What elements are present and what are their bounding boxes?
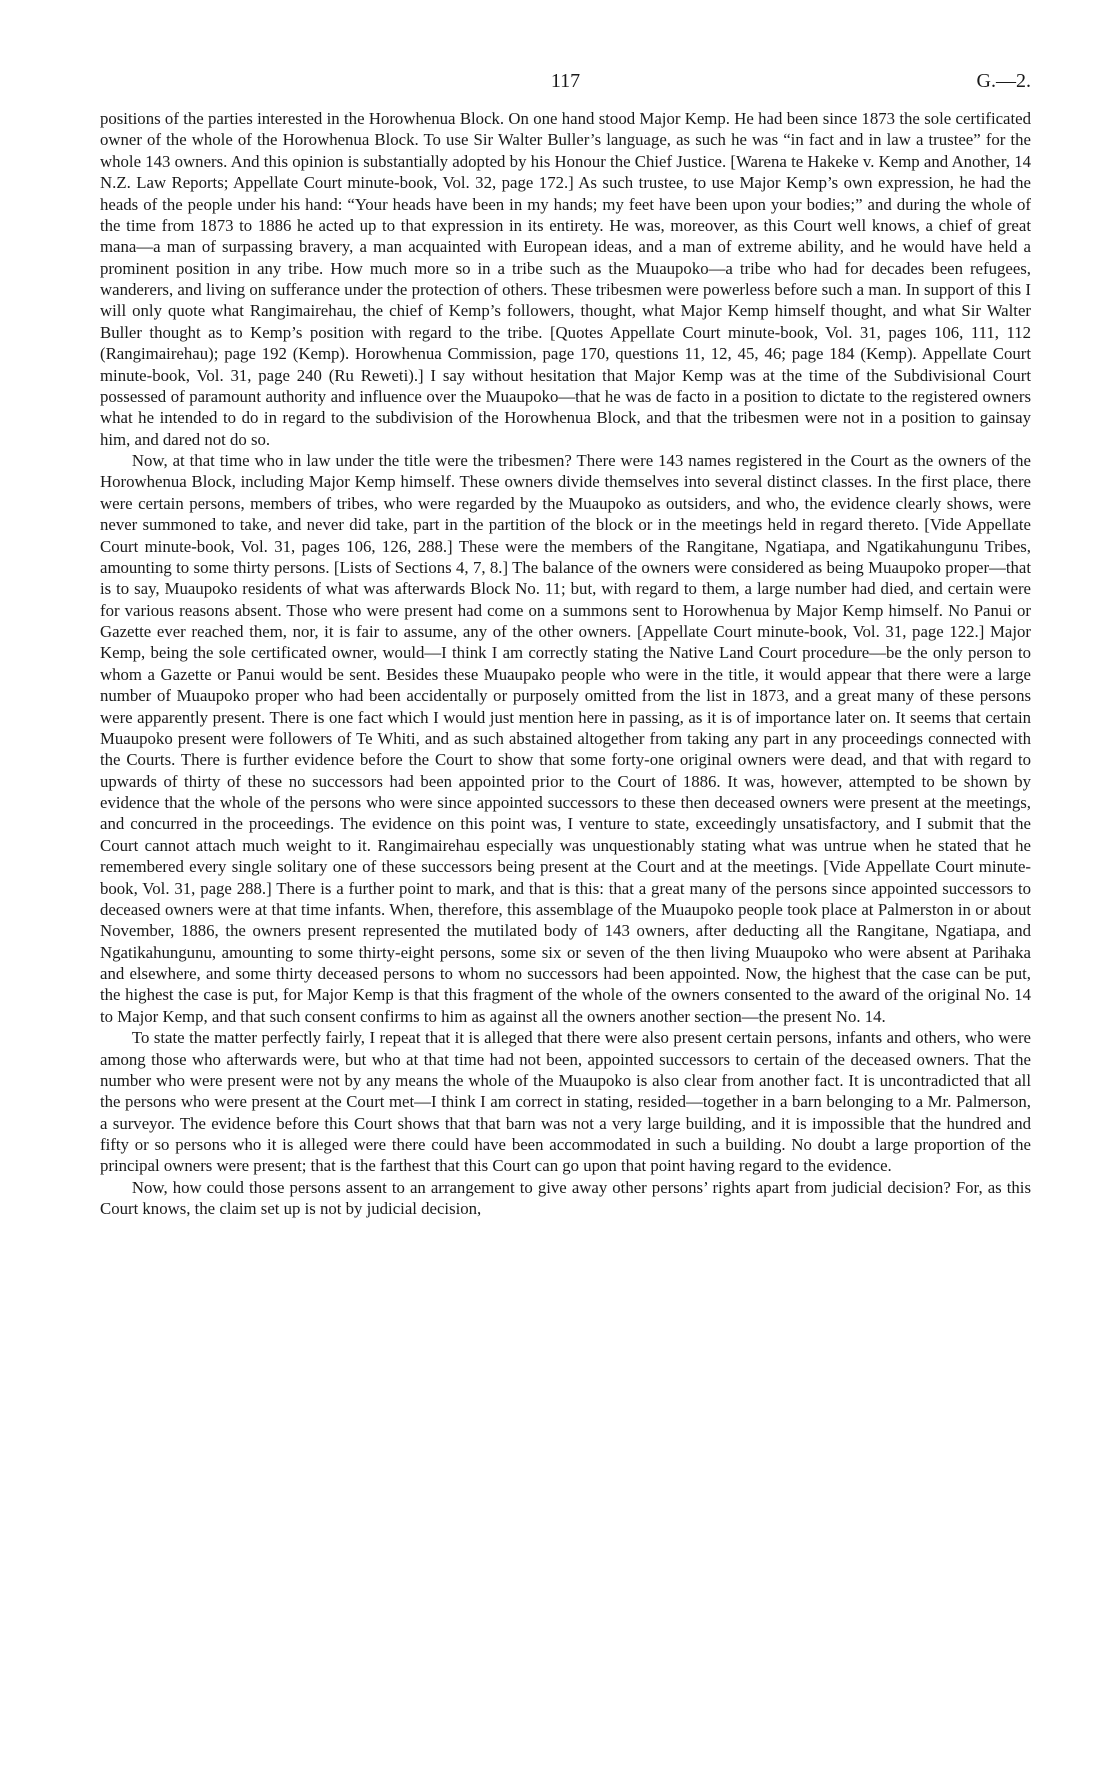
paragraph: Now, at that time who in law under the title were the tribesmen? There were 143 names registered in the Court as the owners of the Horowhenua Block, including Major Kemp himself. These owners divide themselves into several distinct classes. In the first place, there were certain persons, members of tribes, who were regarded by the Muaupoko as outsiders, and who, the evidence clearly shows, were never summoned to take, and never did take, part in the partition of the block or in the meetings held in regard thereto. [Vide Appellate Court minute-book, Vol. 31, pages 106, 126, 288.] These were the members of the Rangitane, Ngatiapa, and Ngatikahungunu Tribes, amounting to some thirty persons. [Lists of Sections 4, 7, 8.] The balance of the owners were considered as being Muaupoko proper—that is to say, Muaupoko residents of what was afterwards Block No. 11; but, with regard to them, a large number had died, and certain were for various reasons absent. Those who were present had come on a summons sent to Horowhenua by Major Kemp himself. No Panui or Gazette ever reached them, nor, it is fair to assume, any of the other owners. [Appellate Court minute-book, Vol. 31, page 122.] Major Kemp, being the sole certificated owner, would—I think I am correctly stating the Native Land Court procedure—be the only person to whom a Gazette or Panui would be sent. Besides these Muaupako people who were in the title, it would appear that there were a large number of Muaupoko proper who had been accidentally or purposely omitted from the list in 1873, and a great many of these persons were apparently present. There is one fact which I would just mention here in passing, as it is of importance later on. It seems that certain Muaupoko present were followers of Te Whiti, and as such abstained altogether from taking any part in any proceedings connected with the Courts. There is further evidence before the Court to show that some forty-one original owners were dead, and that with regard to upwards of thirty of these no successors had been appointed prior to the Court of 1886. It was, however, attempted to be shown by evidence that the whole of the persons who were since appointed successors to these then deceased owners were present at the meetings, and concurred in the proceedings. The evidence on this point was, I venture to state, exceedingly unsatisfactory, and I submit that the Court cannot attach much weight to it. Rangimairehau especially was unquestionably stating what was untrue when he stated that he remembered every single solitary one of these successors being present at the Court and at the meetings. [Vide Appellate Court minute-book, Vol. 31, page 288.] There is a further point to mark, and that is this: that a great many of the persons since appointed successors to deceased owners were at that time infants. When, therefore, this assemblage of the Muaupoko people took place at Palmerston in or about November, 1886, the owners present represented the mutilated body of 143 owners, after deducting all the Rangitane, Ngatiapa, and Ngatikahungunu, amounting to some thirty-eight persons, some six or seven of the then living Muaupoko who were absent at Parihaka and elsewhere, and some thirty deceased persons to whom no successors had been appointed. Now, the highest that the case can be put, the highest the case is put, for Major Kemp is that this fragment of the whole of the owners consented to the award of the original No. 14 to Major Kemp, and that such consent confirms to him as against all the owners another section—the present No. 14. <box>100 451 1031 1026</box>
paragraph: positions of the parties interested in the Horowhenua Block. On one hand stood Major Kemp. He had been since 1873 the sole certificated owner of the whole of the Horowhenua Block. To use Sir Walter Buller’s language, as such he was “in fact and in law a trustee” for the whole 143 owners. And this opinion is substantially adopted by his Honour the Chief Justice. [Warena te Hakeke v. Kemp and Another, 14 N.Z. Law Reports; Appellate Court minute-book, Vol. 32, page 172.] As such trustee, to use Major Kemp’s own expression, he had the heads of the people under his hand: “Your heads have been in my hands; my feet have been upon your bodies;” and during the whole of the time from 1873 to 1886 he acted up to that expression in its entirety. He was, moreover, as this Court well knows, a chief of great mana—a man of surpassing bravery, a man acquainted with European ideas, and a man of extreme ability, and he would have held a prominent position in any tribe. How much more so in a tribe such as the Muaupoko—a tribe who had for decades been refugees, wanderers, and living on sufferance under the protection of others. These tribesmen were powerless before such a man. In support of this I will only quote what Rangimairehau, the chief of Kemp’s followers, thought, what Major Kemp himself thought, and what Sir Walter Buller thought as to Kemp’s position with regard to the tribe. [Quotes Appellate Court minute-book, Vol. 31, pages 106, 111, 112 (Rangimairehau); page 192 (Kemp). Horowhenua Commission, page 170, questions 11, 12, 45, 46; page 184 (Kemp). Appellate Court minute-book, Vol. 31, page 240 (Ru Reweti).] I say without hesitation that Major Kemp was at the time of the Subdivisional Court possessed of paramount authority and influence over the Muaupoko—that he was de facto in a position to dictate to the registered owners what he intended to do in regard to the subdivision of the Horowhenua Block, and that the tribesmen were not in a position to gainsay him, and dared not do so. <box>100 109 1031 449</box>
running-head <box>100 70 1031 98</box>
document-reference: G.—2. <box>976 70 1031 92</box>
paragraph: To state the matter perfectly fairly, I repeat that it is alleged that there were also present certain persons, infants and others, who were among those who afterwards were, but who at that time had not been, appointed successors to certain of the deceased owners. That the number who were present were not by any means the whole of the Muaupoko is also clear from another fact. It is uncontradicted that all the persons who were present at the Court met—I think I am correct in stating, resided—together in a barn belonging to a Mr. Palmerson, a surveyor. The evidence before this Court shows that that barn was not a very large building, and it is impossible that the hundred and fifty or so persons who it is alleged were there could have been accommodated in such a building. No doubt a large proportion of the principal owners were present; that is the farthest that this Court can go upon that point having regard to the evidence. <box>100 1028 1031 1176</box>
page-number: 117 <box>550 70 581 92</box>
body-text <box>100 108 1031 1220</box>
paragraph: Now, how could those persons assent to an arrangement to give away other persons’ rights apart from judicial decision? For, as this Court knows, the claim set up is not by judicial decision, <box>100 1177 1031 1219</box>
